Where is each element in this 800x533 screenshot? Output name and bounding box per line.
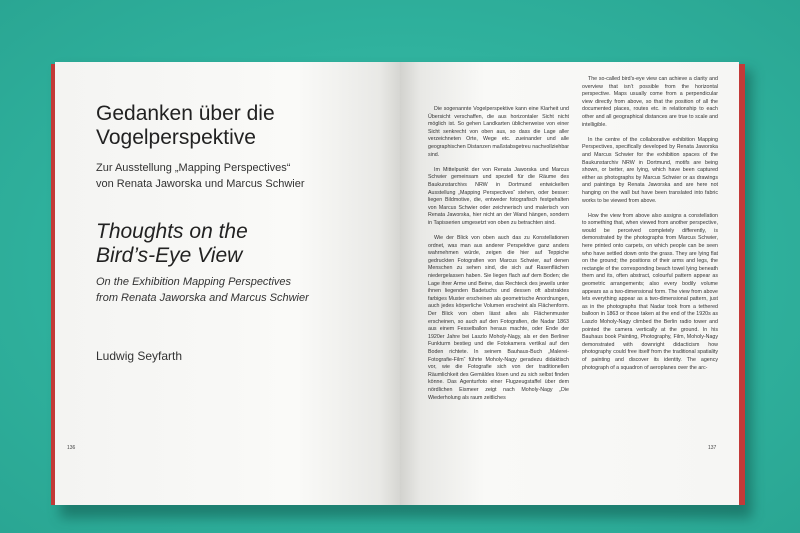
english-text-column [582,76,718,380]
paragraph: Die sogenannte Vogelperspektive kann eine Klarheit und Übersicht verschaffen, die aus horizontaler Sicht nicht möglich ist. So gehen Landkarten üblicherweise von einer Sicht senkrecht von oben aus, so dass die Lage aller verzeichneten Orte, Wege etc. zueinander und alle geographischen Distanzen maßstabsgetreu nachvollziehbar sind. [428,106,569,158]
page-number-left: 136 [67,445,76,451]
right-page [400,62,739,505]
title-english: Thoughts on the Bird’s-Eye View [96,220,248,267]
author-name: Ludwig Seyfarth [96,349,183,363]
paragraph: How the view from above also assigns a constellation to something that, when viewed from another perspective, would be perceived completely differently, is demonstrated by the photographs from Marcus Schwier, here printed onto carpets, on which people can be seen who have settled down onto the grass. They are lying flat on the ground; the positions of their arms and legs, the rectangle of the corresponding beach towel lying beneath them and its, often abstract, colourful pattern appear as geometric arrangements; also every bodily volume appears as a two-dimensional form. The view from above lets everything appear as a two-dimensional pattern, just as in the photographs that Nadar took from a tethered balloon in 1863 or those taken at the end of the 1920s as Laszlo Moholy-Nagy climbed the Berlin radio tower and pointed the camera vertically at the ground. In his Bauhaus book Painting, Photography, Film, Moholy-Nagy demonstrated with downright didacticism how photography could free itself from the traditional spatiality of painting and discover its identity. The agency photograph of a squadron of aeroplanes over the arc- [582,212,718,371]
page-number-right: 137 [708,445,717,451]
german-text-column [428,106,569,410]
paragraph: The so-called bird’s-eye view can achieve a clarity and overview that isn’t possible from the horizontal perspective. Maps usually come from a perpendicular view directly from above, so that the position of all the documented places, routes etc. in relationship to each other and all geographical distances are true to scale and intelligible. [582,76,718,128]
paragraph: In the centre of the collaborative exhibition Mapping Perspectives, specifically developed by Renata Jaworska and Marcus Schwier for the exhibition spaces of the Baukunstarchiv NRW in Dortmund, motifs are being shown, or better, are lying, which have been captured either as photographs by Marcus Schwier or as drawings and paintings by Renata Jaworska and are here not hanging on the wall but have been translated into fabric works to be viewed from above. [582,136,718,204]
paragraph: Im Mittelpunkt der von Renata Jaworska und Marcus Schwier gemeinsam und speziell für die Räume des Baukunstarchivs NRW in Dortmund entwickelten Ausstellung „Mapping Perspectives“ stehen, oder besser: liegen Bildmotive, die, entweder fotografisch festgehalten von Marcus Schwier oder zeichnerisch und malerisch von Renata Jaworska, hier nicht an der Wand hängen, sondern in Tapisserien umgesetzt von oben zu betrachten sind. [428,166,569,226]
subtitle-german: Zur Ausstellung „Mapping Perspectives“ von Renata Jaworska und Marcus Schwier [96,162,305,190]
paragraph: Wie der Blick von oben auch das zu Konstellationen ordnet, was man aus anderer Perspektive ganz anders wahrnehmen würde, zeigen die hier auf Teppiche gedruckten Fotografien von Marcus Schwier, auf denen Menschen zu sehen sind, die sich auf Rasenflächen niedergelassen haben. Sie liegen flach auf dem Boden; die Lage ihrer Arme und Beine, das Rechteck des jeweils unter ihnen liegenden Badetuchs und dessen oft abstraktes farbiges Muster erscheinen als geometrische Anordnungen, auch jedes körperliche Volumen erscheint als Flächenform. Der Blick von oben lässt alles als Flächenmuster erscheinen, so auch auf den Fotografien, die Nadar 1863 aus einem Fesselballon heraus machte, oder Ende der 1920er Jahre bei Laszlo Moholy-Nagy, als er den Berliner Funkturm bestieg und die Fotokamera vertikal auf den Boden richtete. In seinem Bauhaus-Buch „Malerei-Fotografie-Film“ führte Moholy-Nagy geradezu didaktisch vor, wie die Fotografie sich von der traditionellen Räumlichkeit des Gemäldes lösen und zu sich selbst finden könne. Das Agenturfoto einer Flugzeugstaffel über dem nördlichen Eismeer zeigt nach Moholy-Nagy „Die Wiederholung als raum zeitliches [428,235,569,401]
subtitle-english: On the Exhibition Mapping Perspectives from Renata Jaworska and Marcus Schwier [96,276,309,304]
title-german: Gedanken über die Vogelperspektive [96,102,275,149]
book-edge-right [739,64,745,505]
left-page [55,62,400,505]
